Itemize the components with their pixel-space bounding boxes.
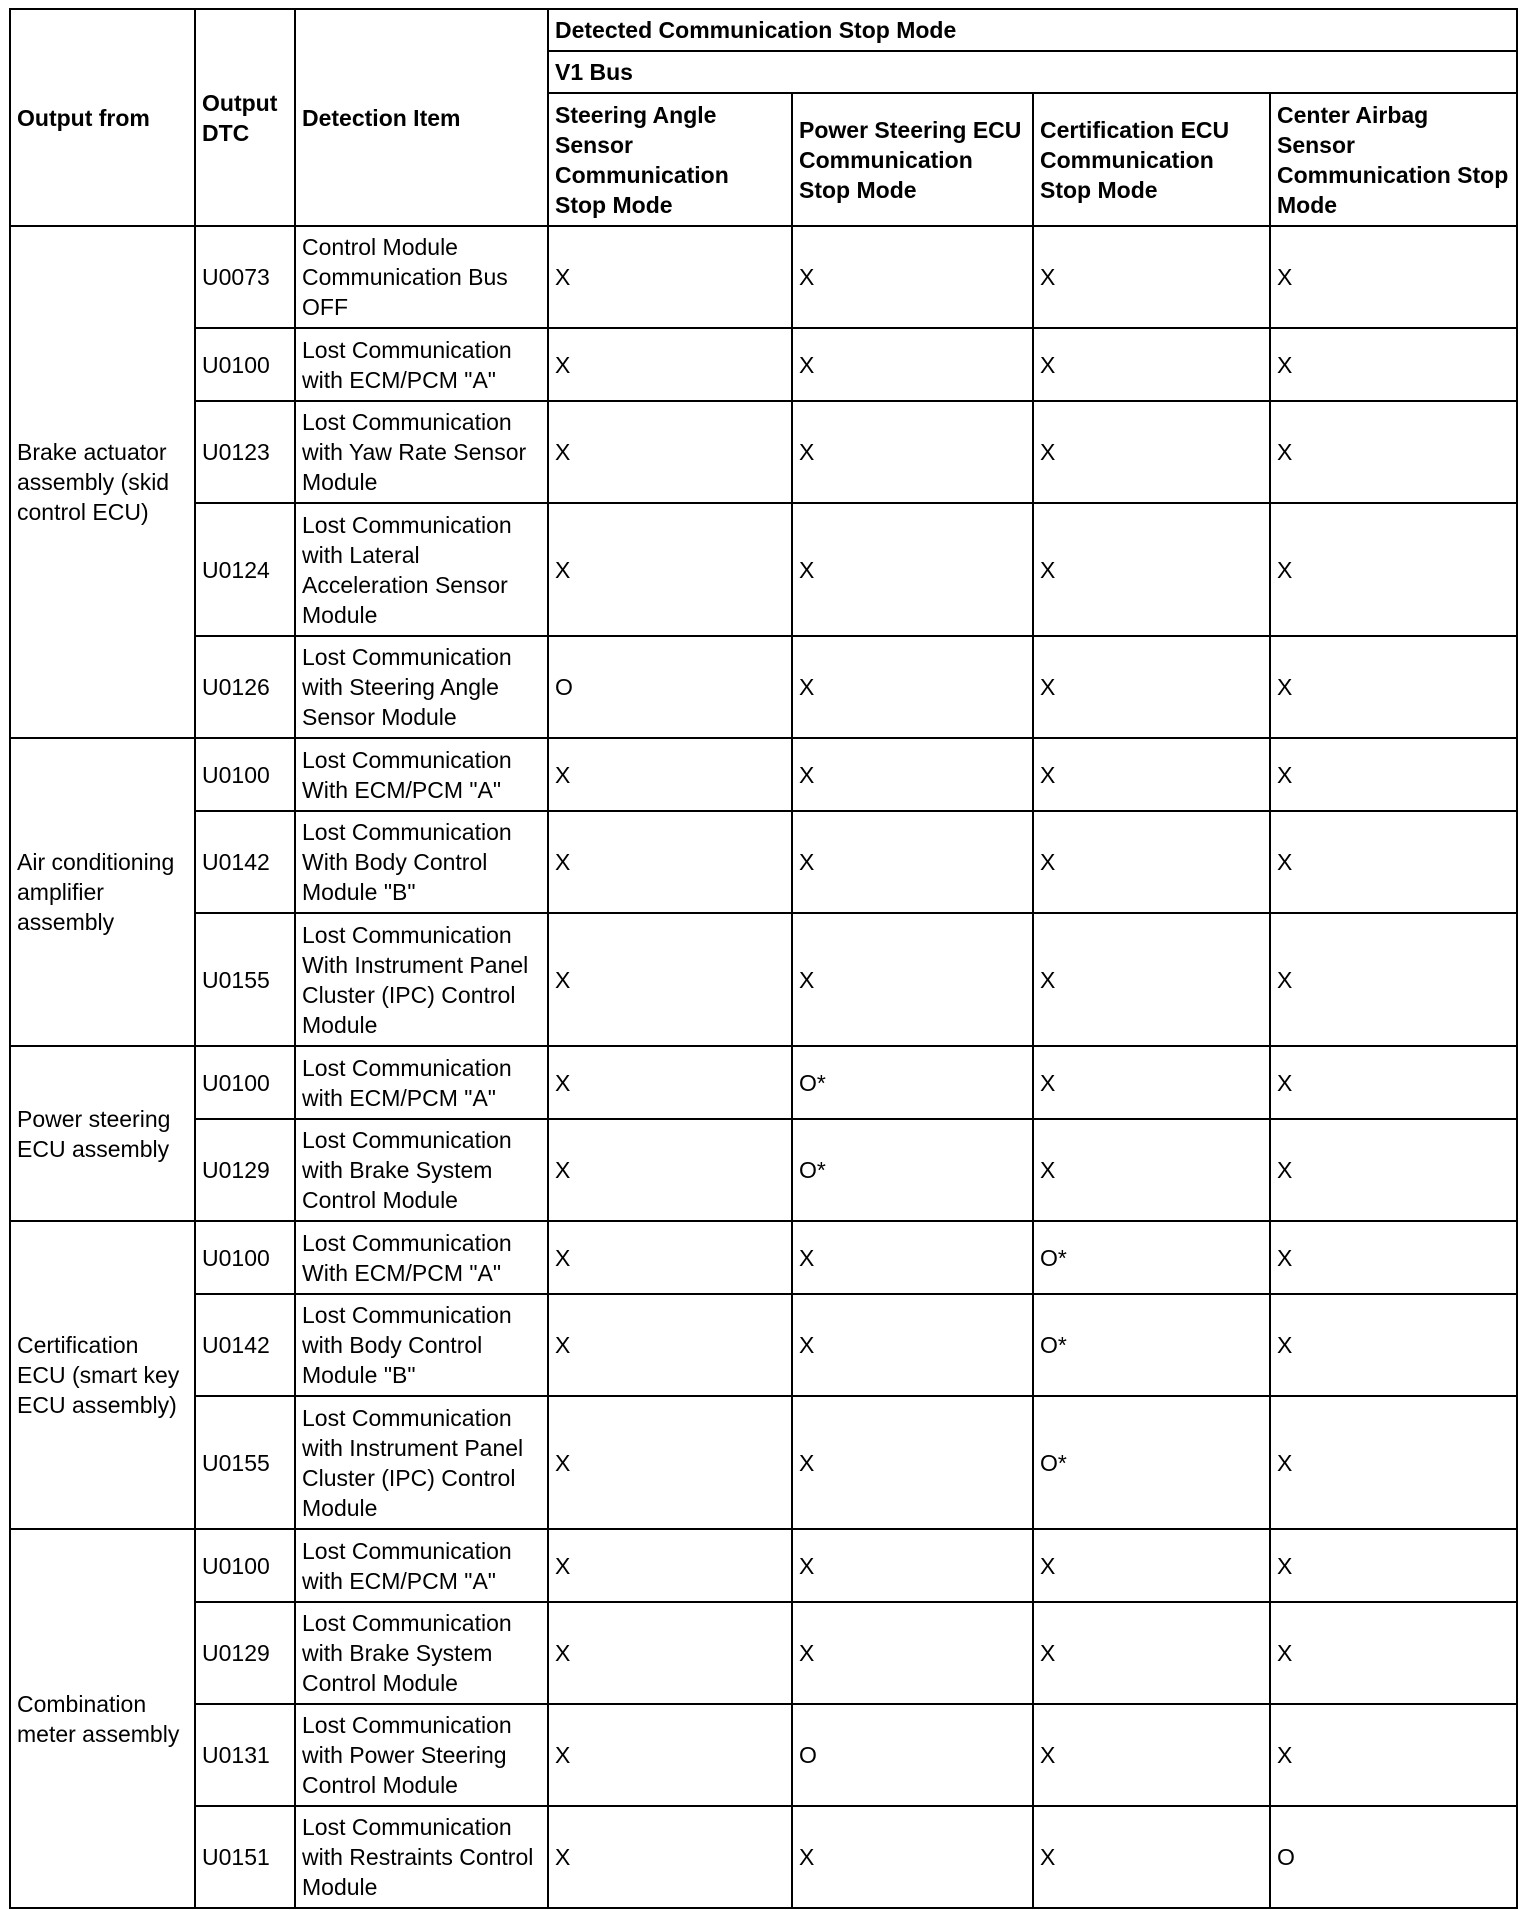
detection-item-cell: Lost Communication with ECM/PCM "A" [295,1529,548,1602]
mode-mark-cell: X [548,1396,792,1529]
dtc-code-cell: U0100 [195,328,295,401]
table-row [10,738,1517,811]
detection-item-cell: Lost Communication With Instrument Panel Cluster (IPC) Control Module [295,913,548,1046]
table-row [10,913,1517,1046]
mode-mark-cell: X [792,1294,1033,1396]
mode-mark-cell: X [1033,811,1270,913]
detection-item-cell: Control Module Communication Bus OFF [295,226,548,328]
mode-mark-cell: X [792,1602,1033,1704]
mode-mark-cell: X [792,226,1033,328]
mode-mark-cell: X [1270,1221,1517,1294]
header-mode-power-steering: Power Steering ECU Communication Stop Mode [792,93,1033,226]
table-row [10,1396,1517,1529]
detection-item-cell: Lost Communication with Power Steering Control Module [295,1704,548,1806]
header-output-dtc: Output DTC [195,9,295,226]
detection-item-cell: Lost Communication with Yaw Rate Sensor Module [295,401,548,503]
mode-mark-cell: X [1270,738,1517,811]
header-detected-mode: Detected Communication Stop Mode [548,9,1517,51]
table-row [10,636,1517,738]
mode-mark-cell: X [1033,1529,1270,1602]
mode-mark-cell: X [548,328,792,401]
mode-mark-cell: O* [1033,1221,1270,1294]
mode-mark-cell: X [548,1704,792,1806]
detection-item-cell: Lost Communication With ECM/PCM "A" [295,1221,548,1294]
mode-mark-cell: X [792,328,1033,401]
mode-mark-cell: X [792,1221,1033,1294]
mode-mark-cell: O [1270,1806,1517,1908]
output-from-cell: Power steering ECU assembly [10,1046,195,1221]
mode-mark-cell: X [1270,811,1517,913]
table-body [10,226,1517,1908]
detection-item-cell: Lost Communication with Body Control Module "B" [295,1294,548,1396]
table-row [10,226,1517,328]
dtc-code-cell: U0100 [195,1221,295,1294]
detection-item-cell: Lost Communication with Instrument Panel Cluster (IPC) Control Module [295,1396,548,1529]
detection-item-cell: Lost Communication with Steering Angle Sensor Module [295,636,548,738]
output-from-cell: Certification ECU (smart key ECU assembly) [10,1221,195,1529]
table-row [10,328,1517,401]
mode-mark-cell: X [548,226,792,328]
mode-mark-cell: X [548,913,792,1046]
table-row [10,1529,1517,1602]
mode-mark-cell: X [1270,1046,1517,1119]
dtc-code-cell: U0155 [195,1396,295,1529]
mode-mark-cell: X [548,738,792,811]
mode-mark-cell: X [548,503,792,636]
table-row [10,1046,1517,1119]
header-bus: V1 Bus [548,51,1517,93]
detection-item-cell: Lost Communication with Restraints Control Module [295,1806,548,1908]
detection-item-cell: Lost Communication With ECM/PCM "A" [295,738,548,811]
dtc-code-cell: U0129 [195,1119,295,1221]
detection-item-cell: Lost Communication With Body Control Module "B" [295,811,548,913]
table-row [10,1602,1517,1704]
mode-mark-cell: X [548,1294,792,1396]
detection-item-cell: Lost Communication with ECM/PCM "A" [295,1046,548,1119]
mode-mark-cell: X [1270,913,1517,1046]
mode-mark-cell: X [792,1396,1033,1529]
dtc-code-cell: U0100 [195,738,295,811]
mode-mark-cell: X [1270,226,1517,328]
mode-mark-cell: X [1270,636,1517,738]
mode-mark-cell: X [548,1806,792,1908]
mode-mark-cell: X [1270,503,1517,636]
mode-mark-cell: X [792,401,1033,503]
mode-mark-cell: X [548,1046,792,1119]
table-row [10,1806,1517,1908]
mode-mark-cell: X [1033,1806,1270,1908]
output-from-cell: Combination meter assembly [10,1529,195,1908]
mode-mark-cell: X [1033,401,1270,503]
mode-mark-cell: X [1270,1529,1517,1602]
mode-mark-cell: X [548,1221,792,1294]
mode-mark-cell: X [1270,1704,1517,1806]
detection-item-cell: Lost Communication with Brake System Control Module [295,1119,548,1221]
mode-mark-cell: O* [792,1119,1033,1221]
mode-mark-cell: X [548,401,792,503]
output-from-cell: Air conditioning amplifier assembly [10,738,195,1046]
mode-mark-cell: X [1033,1119,1270,1221]
mode-mark-cell: X [548,1602,792,1704]
header-mode-certification: Certification ECU Communication Stop Mode [1033,93,1270,226]
mode-mark-cell: X [792,913,1033,1046]
table-row [10,1221,1517,1294]
mode-mark-cell: X [1033,1704,1270,1806]
dtc-code-cell: U0100 [195,1046,295,1119]
table-row [10,811,1517,913]
mode-mark-cell: X [792,1806,1033,1908]
mode-mark-cell: X [1270,1602,1517,1704]
dtc-code-cell: U0142 [195,1294,295,1396]
mode-mark-cell: O [792,1704,1033,1806]
mode-mark-cell: X [1270,328,1517,401]
header-output-from: Output from [10,9,195,226]
detection-item-cell: Lost Communication with Lateral Acceleration Sensor Module [295,503,548,636]
mode-mark-cell: X [792,811,1033,913]
dtc-table [9,8,1518,1909]
mode-mark-cell: X [792,738,1033,811]
mode-mark-cell: X [792,1529,1033,1602]
mode-mark-cell: X [1033,636,1270,738]
mode-mark-cell: X [1270,1119,1517,1221]
mode-mark-cell: O* [1033,1294,1270,1396]
dtc-code-cell: U0073 [195,226,295,328]
table-header [10,9,1517,226]
dtc-code-cell: U0155 [195,913,295,1046]
mode-mark-cell: O* [1033,1396,1270,1529]
mode-mark-cell: X [1033,226,1270,328]
mode-mark-cell: X [792,636,1033,738]
dtc-code-cell: U0129 [195,1602,295,1704]
detection-item-cell: Lost Communication with Brake System Control Module [295,1602,548,1704]
mode-mark-cell: X [548,1119,792,1221]
dtc-code-cell: U0100 [195,1529,295,1602]
mode-mark-cell: X [1033,503,1270,636]
mode-mark-cell: X [1033,913,1270,1046]
dtc-code-cell: U0131 [195,1704,295,1806]
mode-mark-cell: O* [792,1046,1033,1119]
detection-item-cell: Lost Communication with ECM/PCM "A" [295,328,548,401]
header-mode-airbag: Center Airbag Sensor Communication Stop Mode [1270,93,1517,226]
mode-mark-cell: O [548,636,792,738]
mode-mark-cell: X [792,503,1033,636]
header-mode-steering-angle: Steering Angle Sensor Communication Stop Mode [548,93,792,226]
mode-mark-cell: X [1033,328,1270,401]
mode-mark-cell: X [1270,401,1517,503]
mode-mark-cell: X [1270,1396,1517,1529]
dtc-code-cell: U0151 [195,1806,295,1908]
table-row [10,503,1517,636]
table-row [10,1294,1517,1396]
mode-mark-cell: X [1270,1294,1517,1396]
mode-mark-cell: X [548,1529,792,1602]
table-row [10,401,1517,503]
dtc-table-container [9,8,1516,1904]
dtc-code-cell: U0126 [195,636,295,738]
mode-mark-cell: X [1033,1602,1270,1704]
dtc-code-cell: U0142 [195,811,295,913]
dtc-code-cell: U0123 [195,401,295,503]
table-row [10,1119,1517,1221]
table-row [10,1704,1517,1806]
output-from-cell: Brake actuator assembly (skid control ECU) [10,226,195,738]
dtc-code-cell: U0124 [195,503,295,636]
header-detection-item: Detection Item [295,9,548,226]
mode-mark-cell: X [1033,738,1270,811]
mode-mark-cell: X [548,811,792,913]
mode-mark-cell: X [1033,1046,1270,1119]
